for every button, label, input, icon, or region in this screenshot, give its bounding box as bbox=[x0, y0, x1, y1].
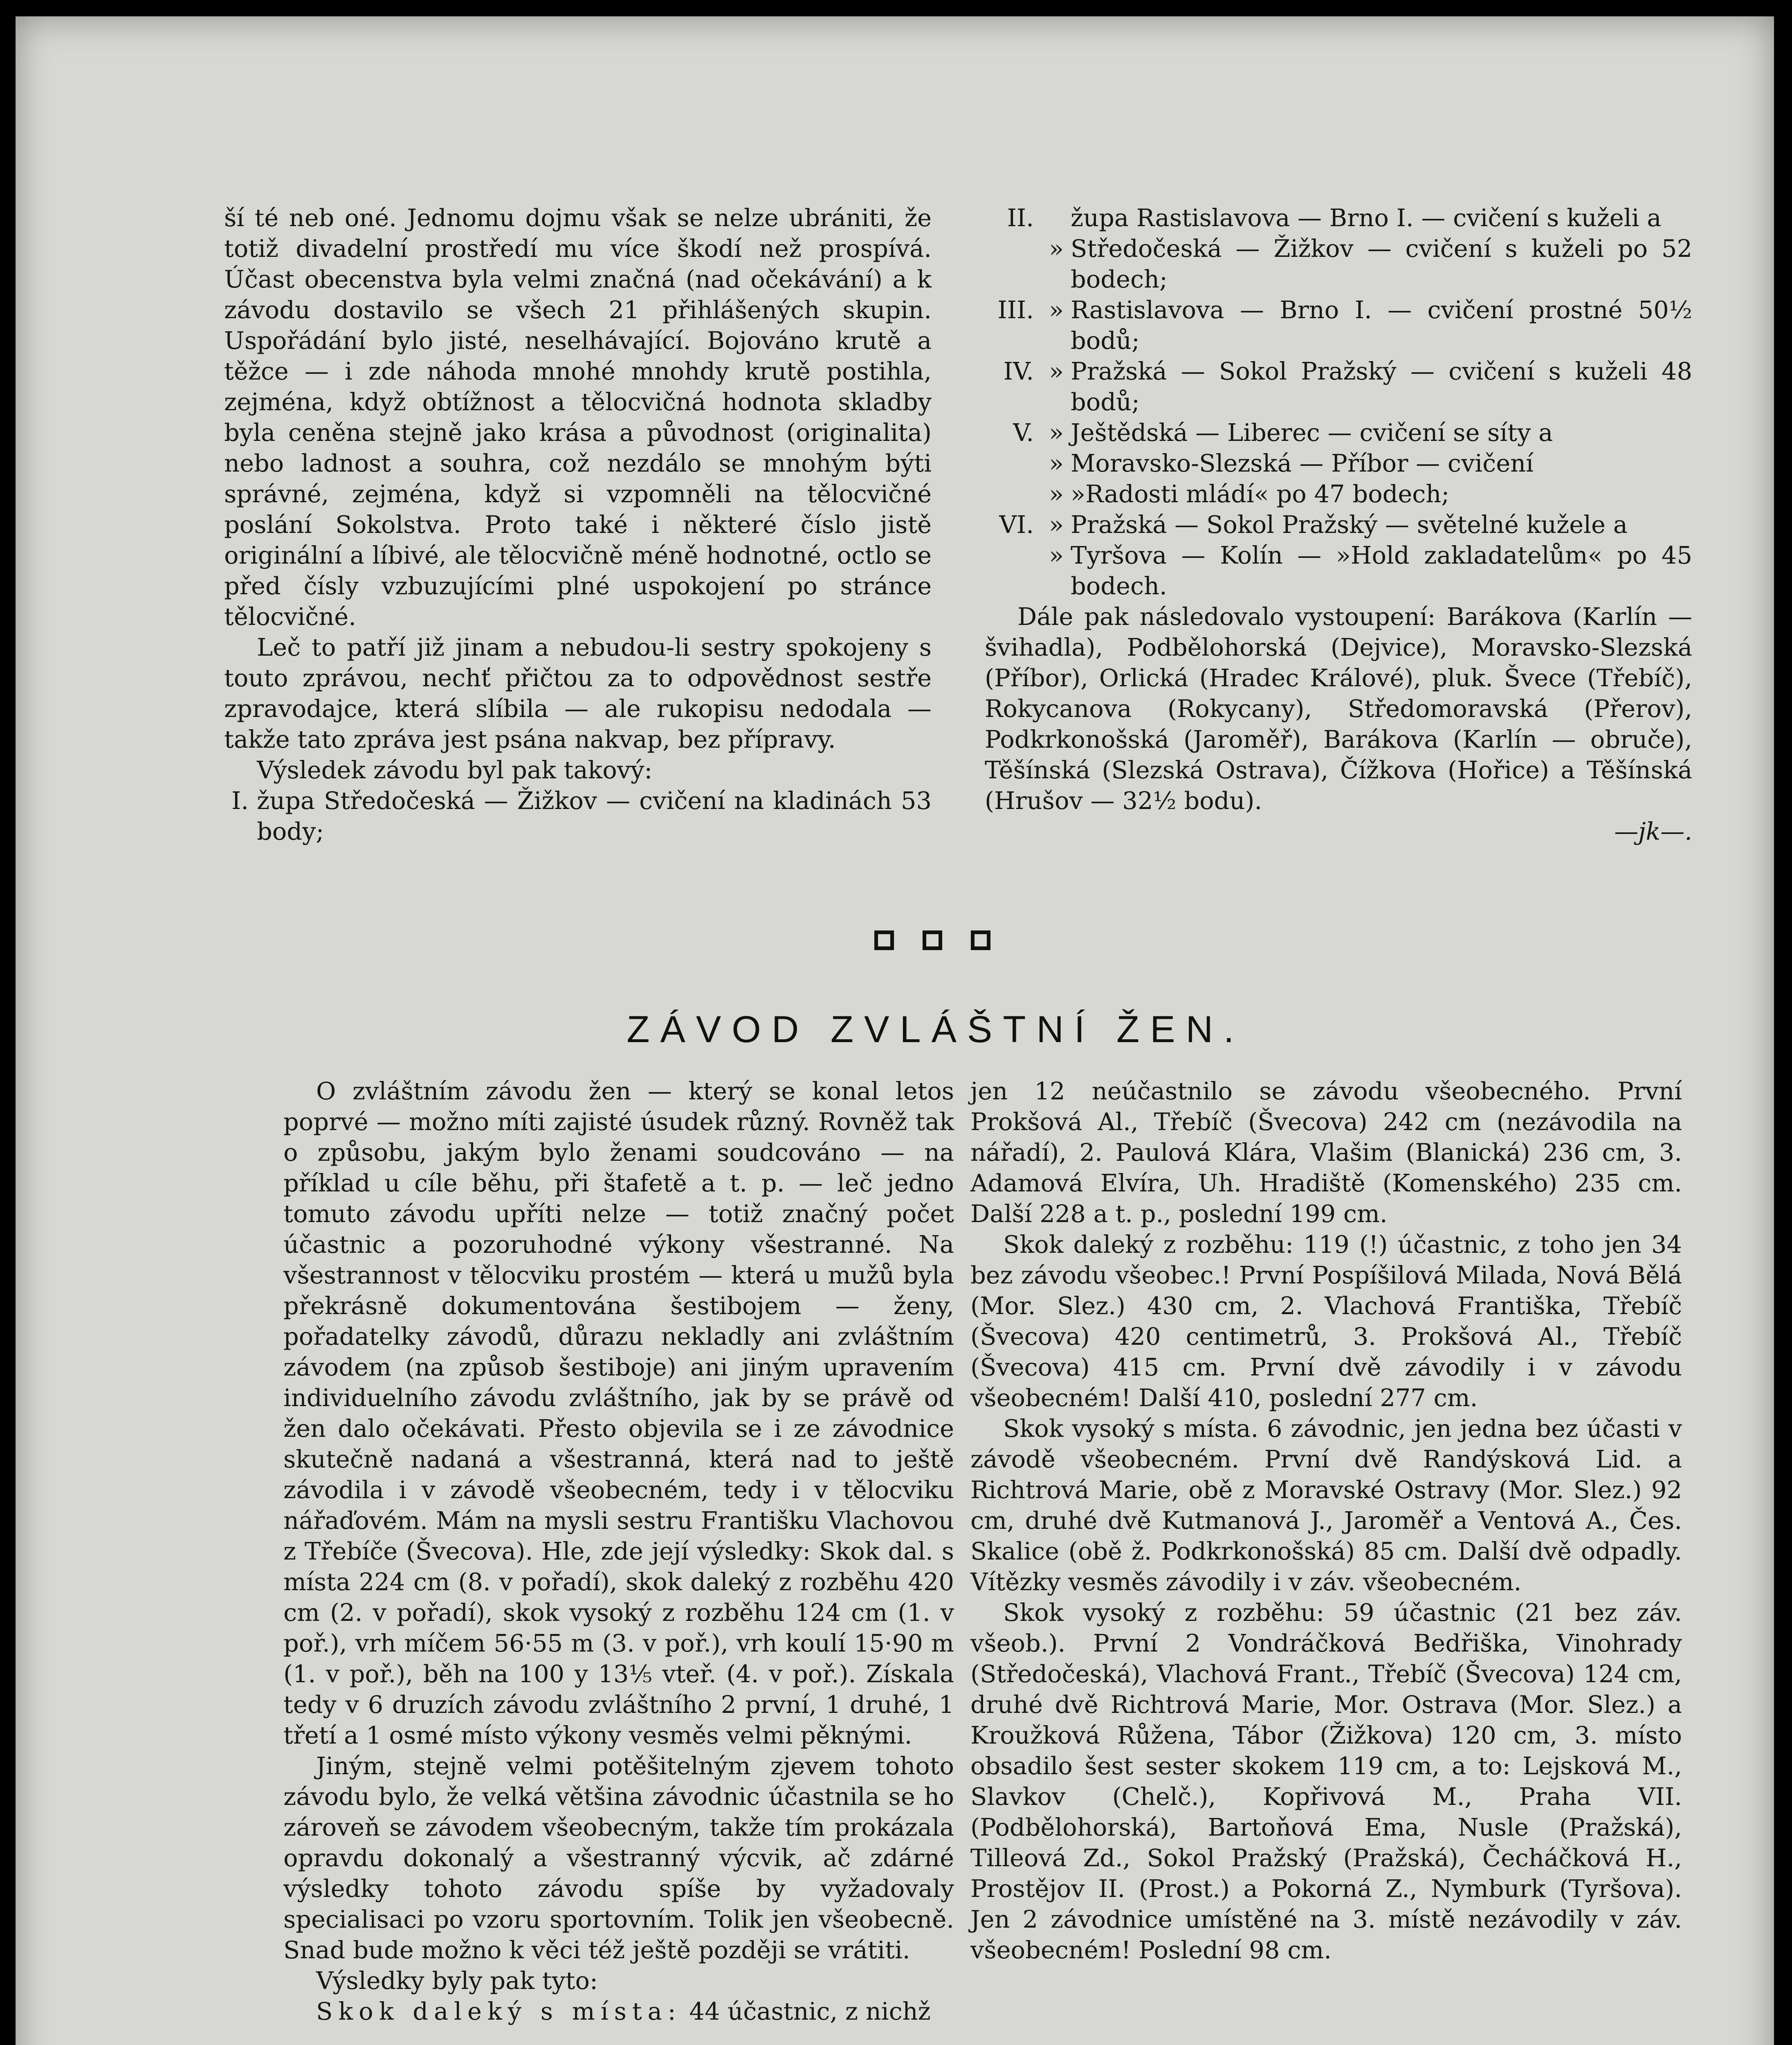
result-row bbox=[985, 479, 1692, 509]
result-rank bbox=[985, 233, 1042, 294]
result-row bbox=[985, 233, 1692, 294]
paragraph: Dále pak následovalo vystoupení: Barákova (Karlín — švihadla), Podbělohorská (Dejvice), Moravsko-Slezská (Příbor), Orlická (Hradec Králové), pluk. Švece (Třebíč), Rokycanova (Rokycany), Středomoravská (Přerov), Podkrkonošská (Jaroměř), Barákova (Karlín — obruče), Těšínská (Slezská Ostrava), Čížkova (Hořice) a Těšínská (Hrušov — 32½ bodu). bbox=[985, 602, 1692, 815]
quote-mark: » bbox=[1049, 541, 1064, 569]
result-row bbox=[985, 417, 1692, 448]
square-icon bbox=[923, 930, 942, 950]
result-text: »Radosti mládí« po 47 bodech; bbox=[1071, 480, 1450, 508]
paragraph bbox=[283, 1996, 954, 2027]
result-row bbox=[985, 509, 1692, 540]
result-text: Pražská — Sokol Pražský — cvičení s kuželi 48 bodů; bbox=[1071, 357, 1692, 416]
quote-mark: » bbox=[1049, 296, 1064, 324]
result-text: Moravsko-Slezská — Příbor — cvičení bbox=[1071, 449, 1534, 477]
result-row bbox=[985, 294, 1692, 356]
bottom-right-column bbox=[970, 1076, 1682, 1965]
result-row bbox=[985, 448, 1692, 479]
result-text: Rastislavova — Brno I. — cvičení prostné 50½ bodů; bbox=[1071, 296, 1692, 355]
result-text: župa Rastislavova — Brno I. — cvičení s kuželi a bbox=[1071, 204, 1662, 232]
top-right-column bbox=[985, 202, 1692, 847]
result-rank bbox=[985, 540, 1042, 601]
top-left-column bbox=[224, 202, 932, 847]
magazine-page bbox=[16, 16, 1774, 2045]
result-row bbox=[985, 202, 1692, 233]
paragraph: Skok vysoký s místa. 6 závodnic, jen jedna bez účasti v závodě všeobecném. První dvě Randýsková Lid. a Richtrová Marie, obě z Moravské Ostravy (Mor. Slez.) 92 cm, druhé dvě Kutmanová J., Jaroměř a Ventová A., Čes. Skalice (obě ž. Podkrkonošská) 85 cm. Další dvě odpadly. Vítězky vesměs závodily i v záv. všeobecném. bbox=[970, 1414, 1682, 1596]
result-text: Středočeská — Žižkov — cvičení s kuželi po 52 bodech; bbox=[1071, 234, 1692, 293]
result-rank: III. bbox=[997, 296, 1034, 324]
paragraph: jen 12 neúčastnilo se závodu všeobecného. První Prokšová Al., Třebíč (Švecova) 242 cm (nezávodila na nářadí), 2. Paulová Klára, Vlašim (Blanická) 236 cm, 3. Adamová Elvíra, Uh. Hradiště (Komenského) 235 cm. Další 228 a t. p., poslední 199 cm. bbox=[970, 1077, 1682, 1228]
result-row bbox=[224, 785, 932, 847]
quote-mark: » bbox=[1049, 510, 1064, 539]
paragraph: ší té neb oné. Jednomu dojmu však se nelze ubrániti, že totiž divadelní prostředí mu více škodí než prospívá. Účast obecenstva byla velmi značná (nad očekávání) a k závodu dostavilo se všech 21 přihlášených skupin. Uspořádání bylo jisté, neselhávající. Bojováno krutě a těžce — i zde náhoda mnohé mnohdy krutě postihla, zejména, když obtížnost a tělocvičná hodnota skladby byla ceněna stejně jako krása a původnost (originalita) nebo ladnost a souhra, což nezdálo se mnohým býti správné, zejména, když si vzpomněli na tělocvičné poslání Sokolstva. Proto také i některé číslo jistě originální a líbivé, ale tělocvičně méně hodnotné, octlo se před čísly vzbuzujícími plné uspokojení po stránce tělocvičné. bbox=[224, 204, 932, 631]
result-text: Pražská — Sokol Pražský — světelné kužele a bbox=[1071, 510, 1628, 539]
event-text: 44 účastnic, z nichž bbox=[689, 1997, 931, 2025]
result-rank: V. bbox=[1013, 418, 1034, 447]
quote-mark: » bbox=[1049, 418, 1064, 447]
quote-mark bbox=[1042, 202, 1071, 233]
paragraph: O zvláštním závodu žen — který se konal letos poprvé — možno míti zajisté úsudek různý. Rovněž tak o způsobu, jakým bylo ženami soudcováno — na příklad u cíle běhu, při štafetě a t. p. — leč jedno tomuto závodu upříti nelze — totiž značný počet účastnic a pozoruhodné výkony všestranné. Na všestrannost v tělocviku prostém — která u mužů byla překrásně dokumentována šestibojem — ženy, pořadatelky závodů, důrazu nekladly ani zvláštním závodem (na způsob šestiboje) ani jiným upravením individuelního závodu zvláštního, jak by se právě od žen dalo očekávati. Přesto objevila se i ze závodnice skutečně nadaná a všestranná, která nad to ještě závodila i v závodě všeobecném, tedy i v tělocviku nářaďovém. Mám na mysli sestru Františku Vlachovou z Třebíče (Švecova). Hle, zde její výsledky: Skok dal. s místa 224 cm (8. v pořadí), skok daleký z rozběhu 420 cm (2. v pořadí), skok vysoký z rozběhu 124 cm (1. v poř.), vrh míčem 56·55 m (3. v poř.), vrh koulí 15·90 m (1. v poř.), běh na 100 y 13⅕ vteř. (4. v poř.). Získala tedy v 6 druzích závodu zvláštního 2 první, 1 druhé, 1 třetí a 1 osmé místo výkony vesměs velmi pěknými. bbox=[283, 1077, 954, 1749]
quote-mark: » bbox=[1049, 480, 1064, 508]
article-heading: ZÁVOD ZVLÁŠTNÍ ŽEN. bbox=[627, 1009, 1245, 1050]
paragraph: Výsledky byly pak tyto: bbox=[316, 1966, 598, 1995]
author-signature: —jk—. bbox=[1614, 817, 1692, 845]
quote-mark: » bbox=[1049, 449, 1064, 477]
paragraph: Leč to patří již jinam a nebudou-li sestry spokojeny s touto zprávou, nechť přičtou za to odpovědnost sestře zpravodajce, která slíbila — ale rukopisu nedodala — takže tato zpráva jest psána nakvap, bez přípravy. bbox=[224, 633, 932, 753]
paragraph: Jiným, stejně velmi potěšitelným zjevem tohoto závodu bylo, že velká většina závodnic účastnila se ho zároveň se závodem všeobecným, takže tím prokázala opravdu dokonalý a všestranný výcvik, ač zdárné výsledky tohoto závodu spíše by vyžadovaly specialisaci po vzoru sportovním. Tolik jen všeobecně. Snad bude možno k věci též ještě později se vrátiti. bbox=[283, 1752, 954, 1964]
result-rank: IV. bbox=[1003, 357, 1034, 385]
result-rank bbox=[985, 479, 1042, 509]
paragraph: Skok daleký z rozběhu: 119 (!) účastnic, z toho jen 34 bez závodu všeobec.! První Pospíšilová Milada, Nová Bělá (Mor. Slez.) 430 cm, 2. Vlachová Františka, Třebíč (Švecova) 420 centimetrů, 3. Prokšová Al., Třebíč (Švecova) 415 cm. První dvě závodily i v závodu všeobecném! Další 410, poslední 277 cm. bbox=[970, 1230, 1682, 1412]
result-text: Ještědská — Liberec — cvičení se síty a bbox=[1071, 418, 1553, 447]
result-rank bbox=[985, 448, 1042, 479]
result-rank: VI. bbox=[999, 510, 1034, 539]
result-row bbox=[985, 540, 1692, 601]
result-text: župa Středočeská — Žižkov — cvičení na kladinách 53 body; bbox=[257, 787, 932, 845]
results-list bbox=[985, 202, 1692, 601]
square-icon bbox=[971, 930, 990, 950]
bottom-left-column bbox=[283, 1076, 954, 2027]
result-rank: I. bbox=[231, 787, 249, 815]
result-row bbox=[985, 356, 1692, 417]
square-icon bbox=[874, 930, 894, 950]
result-text: Tyršova — Kolín — »Hold zakladatelům« po 45 bodech. bbox=[1071, 541, 1692, 600]
event-label: Skok daleký s místa: bbox=[316, 1997, 682, 2025]
paragraph: Skok vysoký z rozběhu: 59 účastnic (21 bez záv. všeob.). První 2 Vondráčková Bedřiška, Vinohrady (Středočeská), Vlachová Frant., Třebíč (Švecova) 124 cm, druhé dvě Richtrová Marie, Mor. Ostrava (Mor. Slez.) a Kroužková Růžena, Tábor (Žižkova) 120 cm, 3. místo obsadilo šest sester skokem 119 cm, a to: Lejsková M., Slavkov (Chelč.), Kopřivová M., Praha VII. (Podbělohorská), Bartoňová Ema, Nusle (Pražská), Tilleová Zd., Sokol Pražský (Pražská), Čecháčková H., Prostějov II. (Prost.) a Pokorná Z., Nymburk (Tyršova). Jen 2 závodnice umístěné na 3. místě nezávodily v záv. všeobecném! Poslední 98 cm. bbox=[970, 1598, 1682, 1964]
quote-mark: » bbox=[1049, 357, 1064, 385]
paragraph: Výsledek závodu byl pak takový: bbox=[257, 756, 653, 784]
section-separator bbox=[874, 930, 990, 950]
quote-mark: » bbox=[1049, 234, 1064, 263]
result-rank: II. bbox=[1007, 204, 1034, 232]
